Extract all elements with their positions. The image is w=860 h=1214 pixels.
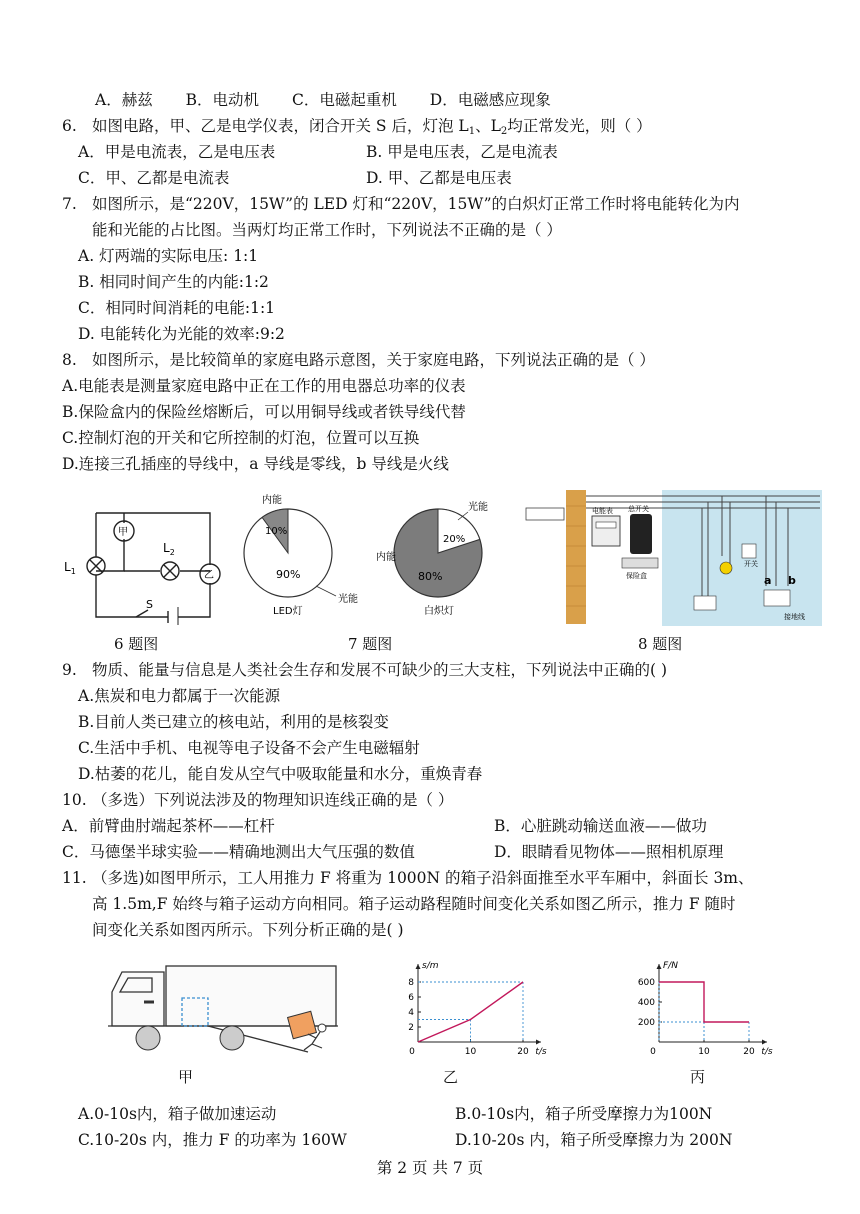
q9-option-b: B.目前人类已建立的核电站，利用的是核裂变 bbox=[78, 713, 389, 731]
led-light-label: 光能 bbox=[338, 594, 358, 605]
q5-option-d: D．电磁感应现象 bbox=[429, 91, 551, 109]
fig8-b-label: b bbox=[788, 574, 796, 587]
incandescent-pie bbox=[376, 500, 488, 617]
q10-option-c: C．马德堡半球实验——精确地测出大气压强的数值 bbox=[62, 843, 415, 861]
fig8-caption: 8 题图 bbox=[638, 635, 683, 653]
y-tick-label: 6 bbox=[408, 993, 414, 1003]
q10-stem: 10. （多选）下列说法涉及的物理知识连线正确的是（ ） bbox=[62, 791, 454, 809]
q11-option-d: D.10-20s 内，箱子所受摩擦力为 200N bbox=[455, 1131, 733, 1149]
led-label: LED灯 bbox=[273, 606, 303, 617]
q8-option-c: C.控制灯泡的开关和它所控制的灯泡，位置可以互换 bbox=[62, 429, 420, 447]
fig8-ground-label: 接地线 bbox=[784, 613, 805, 621]
y-axis-arrow bbox=[416, 964, 421, 969]
q5-option-b: B．电动机 bbox=[185, 91, 260, 109]
fig7-caption: 7 题图 bbox=[348, 635, 393, 653]
q7-option-c: C．相同时间消耗的电能:1:1 bbox=[78, 299, 276, 317]
q9-option-c: C.生活中手机、电视等电子设备不会产生电磁辐射 bbox=[78, 739, 420, 757]
q5-options bbox=[95, 90, 551, 110]
q11-option-c: C.10-20s 内，推力 F 的功率为 160W bbox=[78, 1131, 347, 1149]
y-tick-label: 4 bbox=[408, 1008, 414, 1018]
q11-stem-line2: 高 1.5m,F 始终与箱子运动方向相同。箱子运动路程随时间变化关系如图乙所示，推力 F 随时 bbox=[92, 895, 736, 913]
q7-stem-line2: 能和光能的占比图。当两灯均正常工作时，下列说法不正确的是（ ） bbox=[92, 221, 562, 239]
q9-option-a: A.焦炭和电力都属于一次能源 bbox=[78, 687, 281, 705]
incandescent-label: 白炽灯 bbox=[424, 606, 454, 617]
q11-option-a: A.0-10s内，箱子做加速运动 bbox=[78, 1105, 277, 1123]
fig6-l1-label: $L_1$ bbox=[64, 560, 76, 576]
q8-stem: 8. 如图所示，是比较简单的家庭电路示意图，关于家庭电路，下列说法正确的是（ ） bbox=[62, 351, 655, 369]
x-tick-label: 20 bbox=[517, 1047, 529, 1057]
q7-stem: 7. 如图所示，是“220V，15W”的 LED 灯和“220V，15W”的白炽灯正常工作时将电能转化为内 bbox=[62, 195, 740, 213]
q10-option-b: B．心脏跳动输送血液——做功 bbox=[494, 817, 707, 835]
q7-number: 7. bbox=[62, 195, 77, 213]
q8-option-b: B.保险盒内的保险丝熔断后，可以用铜导线或者铁导线代替 bbox=[62, 403, 466, 421]
q6-stem: 6. 如图电路，甲、乙是电学仪表，闭合开关 S 后，灯泡 $L_1$、$L_2$均正常发光，则（ ） bbox=[62, 117, 652, 137]
y-tick-label: 8 bbox=[408, 978, 414, 988]
x-tick-label: 0 bbox=[409, 1047, 415, 1057]
series-line bbox=[659, 982, 749, 1022]
x-tick-label: 0 bbox=[650, 1047, 656, 1057]
y-axis-label: s/m bbox=[422, 961, 439, 971]
fig7-pie-charts bbox=[238, 490, 518, 630]
fig8-switch-label: 开关 bbox=[744, 560, 758, 568]
q11-stem-line3: 间变化关系如图丙所示。下列分析正确的是( ) bbox=[92, 921, 404, 939]
q11-number: 11. bbox=[62, 869, 87, 887]
led-inner-pct: 10% bbox=[265, 526, 288, 537]
q11-option-b: B.0-10s内，箱子所受摩擦力为100N bbox=[455, 1105, 713, 1123]
q7-option-b: B. 相同时间产生的内能:1:2 bbox=[78, 273, 269, 291]
fig8-meter-label: 电能表 bbox=[592, 507, 613, 515]
led-light-pct: 90% bbox=[276, 568, 301, 581]
fig6-yi-label: 乙 bbox=[204, 570, 214, 581]
y-tick-label: 200 bbox=[637, 1018, 655, 1028]
page-footer: 第 2 页 共 7 页 bbox=[376, 1159, 484, 1177]
x-axis-label: t/s bbox=[761, 1047, 773, 1057]
x-tick-label: 20 bbox=[743, 1047, 755, 1057]
x-axis-arrow bbox=[762, 1040, 767, 1045]
y-tick-label: 2 bbox=[408, 1023, 414, 1033]
fig6-circuit-diagram bbox=[60, 495, 240, 625]
q10-number: 10. bbox=[62, 791, 87, 809]
y-axis-arrow bbox=[657, 964, 662, 969]
incandescent-inner-label: 内能 bbox=[376, 552, 396, 563]
q10-option-a: A．前臂曲肘端起茶杯——杠杆 bbox=[62, 817, 275, 835]
q8-option-d: D.连接三孔插座的导线中，a 导线是零线，b 导线是火线 bbox=[62, 455, 449, 473]
fig-yi-chart bbox=[390, 950, 550, 1060]
fig8-main-switch-label: 总开关 bbox=[628, 505, 649, 513]
fig8-household-circuit bbox=[522, 486, 822, 626]
q9-stem: 9. 物质、能量与信息是人类社会生存和发展不可缺少的三大支柱，下列说法中正确的( ) bbox=[62, 661, 668, 679]
fig6-caption: 6 题图 bbox=[114, 635, 159, 653]
y-axis-label: F/N bbox=[663, 961, 678, 971]
incandescent-light-label: 光能 bbox=[468, 502, 488, 513]
fig6-l2-label: $L_2$ bbox=[163, 541, 175, 557]
q7-option-d: D. 电能转化为光能的效率:9:2 bbox=[78, 325, 285, 343]
incandescent-inner-pct: 80% bbox=[418, 570, 443, 583]
incandescent-light-pct: 20% bbox=[443, 534, 466, 545]
q8-number: 8. bbox=[62, 351, 77, 369]
q6-option-a: A．甲是电流表，乙是电压表 bbox=[78, 143, 276, 161]
fig-bing-caption: 丙 bbox=[690, 1068, 706, 1086]
fig8-fuse-label: 保险盒 bbox=[626, 572, 647, 580]
x-axis-label: t/s bbox=[535, 1047, 547, 1057]
fig-jia-truck-ramp bbox=[108, 962, 338, 1057]
fig-jia-caption: 甲 bbox=[178, 1068, 194, 1086]
x-axis-arrow bbox=[536, 1040, 541, 1045]
led-inner-label: 内能 bbox=[262, 495, 282, 506]
q6-number: 6. bbox=[62, 117, 77, 135]
q6-option-b: B. 甲是电压表，乙是电流表 bbox=[366, 143, 558, 161]
y-tick-label: 400 bbox=[637, 998, 655, 1008]
fig6-jia-label: 甲 bbox=[118, 527, 128, 538]
q11-stem: 11. （多选)如图甲所示，工人用推力 F 将重为 1000N 的箱子沿斜面推至水平车厢中，斜面长 3m、 bbox=[62, 869, 754, 887]
q9-number: 9. bbox=[62, 661, 77, 679]
q5-option-a: A．赫兹 bbox=[95, 91, 153, 109]
q8-option-a: A.电能表是测量家庭电路中正在工作的用电器总功率的仪表 bbox=[62, 377, 466, 395]
led-pie bbox=[244, 493, 358, 617]
fig-yi-caption: 乙 bbox=[443, 1068, 459, 1086]
q10-option-d: D．眼睛看见物体——照相机原理 bbox=[494, 843, 724, 861]
fig6-switch-label: S bbox=[146, 598, 153, 611]
y-tick-label: 600 bbox=[637, 978, 655, 988]
q6-option-c: C．甲、乙都是电流表 bbox=[78, 169, 230, 187]
x-tick-label: 10 bbox=[464, 1047, 477, 1057]
q9-option-d: D.枯萎的花儿，能自发从空气中吸取能量和水分，重焕青春 bbox=[78, 765, 483, 783]
fig-bing-chart bbox=[625, 950, 795, 1060]
fig8-a-label: a bbox=[764, 574, 772, 587]
q5-option-c: C．电磁起重机 bbox=[291, 91, 397, 109]
q6-option-d: D. 甲、乙都是电压表 bbox=[366, 169, 512, 187]
q7-option-a: A. 灯两端的实际电压: 1:1 bbox=[78, 247, 259, 265]
x-tick-label: 10 bbox=[698, 1047, 710, 1057]
